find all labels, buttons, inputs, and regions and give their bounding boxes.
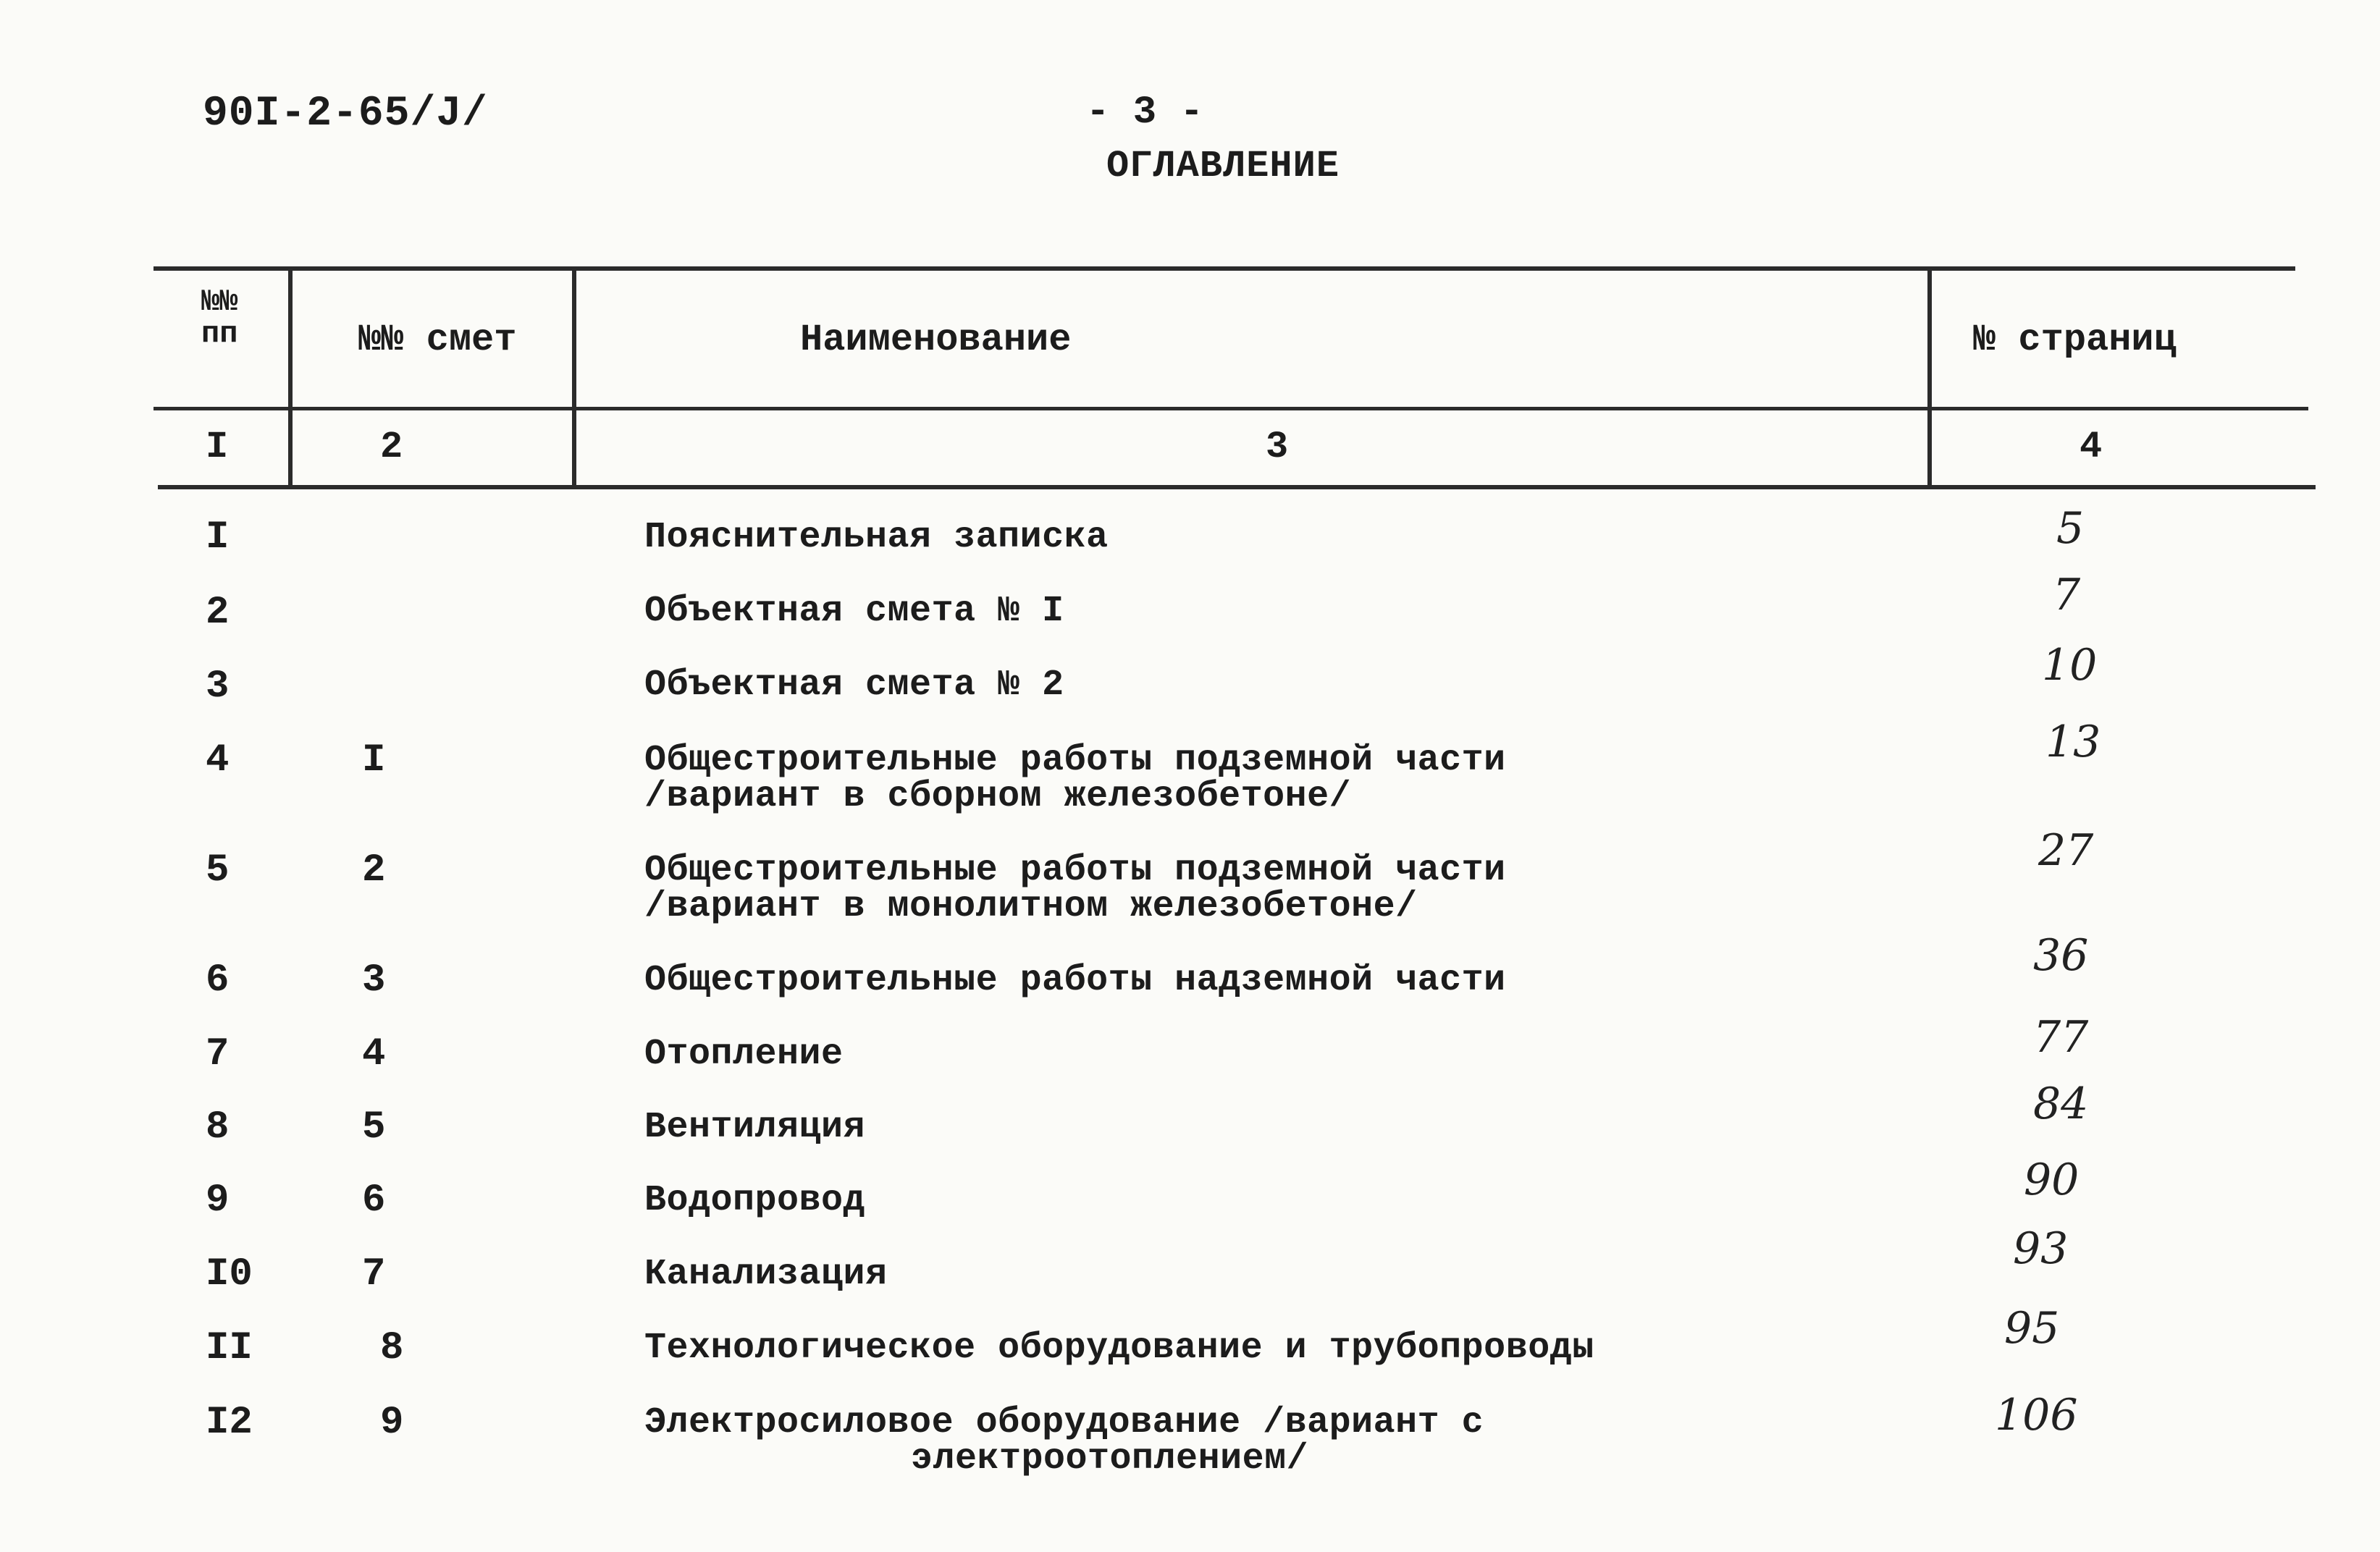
row-number: 2 [206, 591, 230, 635]
row-page: 95 [2004, 1303, 2060, 1354]
column-header-number: №№ пп [201, 284, 238, 351]
row-number: I0 [206, 1252, 253, 1296]
row-page: 13 [2045, 717, 2101, 767]
document-code: 90I-2-65/Ј/ [203, 90, 488, 138]
row-name-line: Пояснительная записка [644, 517, 1109, 558]
row-number: 9 [206, 1178, 230, 1223]
row-name-line: Канализация [644, 1254, 888, 1295]
page-number: - 3 - [1086, 90, 1204, 135]
table-top-rule [154, 266, 2295, 271]
row-number: 7 [206, 1032, 230, 1076]
row-estimate: 9 [380, 1401, 404, 1445]
column-divider-2 [572, 266, 576, 487]
row-number: 4 [206, 738, 230, 783]
column-index-3: 3 [1266, 426, 1289, 468]
column-index-4: 4 [2080, 426, 2103, 468]
row-name-line: Водопровод [644, 1180, 866, 1221]
row-name-line: Технологическое оборудование и трубопроводы [644, 1328, 1594, 1369]
row-estimate: 7 [362, 1252, 386, 1296]
row-name-line: Общестроительные работы надземной части [644, 960, 1506, 1001]
row-name [644, 740, 1506, 817]
table-index-rule [158, 485, 2316, 489]
row-name [644, 1330, 1594, 1367]
row-estimate: 5 [362, 1105, 386, 1150]
row-estimate: 6 [362, 1178, 386, 1223]
row-number: 5 [206, 848, 230, 893]
column-index-2: 2 [380, 426, 403, 468]
row-number: 6 [206, 958, 230, 1003]
row-page: 36 [2033, 930, 2089, 981]
row-page: 27 [2038, 825, 2094, 876]
row-name-line: электроотоплением/ [911, 1438, 1309, 1480]
row-name-line: Общестроительные работы подземной части [644, 740, 1506, 781]
row-page: 90 [2024, 1155, 2080, 1205]
row-name [644, 667, 1064, 704]
row-page: 93 [2013, 1223, 2069, 1274]
row-name [644, 850, 1506, 927]
column-header-pages: № страниц [1973, 319, 2177, 361]
row-name [644, 1034, 844, 1075]
row-name-line: Вентиляция [644, 1107, 866, 1148]
row-number: 3 [206, 665, 230, 709]
row-name [644, 1180, 866, 1221]
row-estimate: 4 [362, 1032, 386, 1076]
row-name-line: Общестроительные работы подземной части [644, 850, 1506, 891]
row-estimate: 3 [362, 958, 386, 1003]
row-estimate: I [362, 738, 386, 783]
column-index-1: I [206, 426, 229, 468]
row-number: I2 [206, 1401, 253, 1445]
row-name [644, 960, 1506, 1001]
row-page: 7 [2053, 570, 2081, 620]
row-page: 5 [2056, 503, 2085, 554]
row-name-line: /вариант в монолитном железобетоне/ [644, 886, 1418, 927]
row-page: 84 [2033, 1079, 2089, 1129]
column-divider-1 [288, 266, 293, 487]
row-page: 10 [2042, 640, 2098, 691]
row-name [644, 1254, 888, 1295]
row-estimate: 8 [380, 1326, 404, 1370]
row-name [644, 517, 1109, 558]
row-page: 106 [1995, 1390, 2078, 1441]
row-name-line: /вариант в сборном железобетоне/ [644, 776, 1352, 817]
row-page: 77 [2033, 1012, 2089, 1063]
row-number: 8 [206, 1105, 230, 1150]
column-header-estimate: №№ смет [358, 319, 517, 361]
column-header-name: Наименование [800, 319, 1072, 361]
table-header-rule [154, 407, 2308, 410]
row-number: II [206, 1326, 253, 1370]
row-name-line: Объектная смета № I [644, 591, 1064, 632]
row-name-line: Электросиловое оборудование /вариант с [644, 1402, 1484, 1443]
column-divider-3 [1927, 266, 1932, 487]
row-name-line: Объектная смета № 2 [644, 665, 1064, 706]
row-number: I [206, 515, 230, 560]
row-name-line: Отопление [644, 1034, 844, 1075]
row-name [644, 591, 1064, 632]
row-name [644, 1107, 866, 1148]
page-title: ОГЛАВЛЕНИЕ [1106, 145, 1340, 187]
row-estimate: 2 [362, 848, 386, 893]
row-name [644, 1402, 1484, 1480]
